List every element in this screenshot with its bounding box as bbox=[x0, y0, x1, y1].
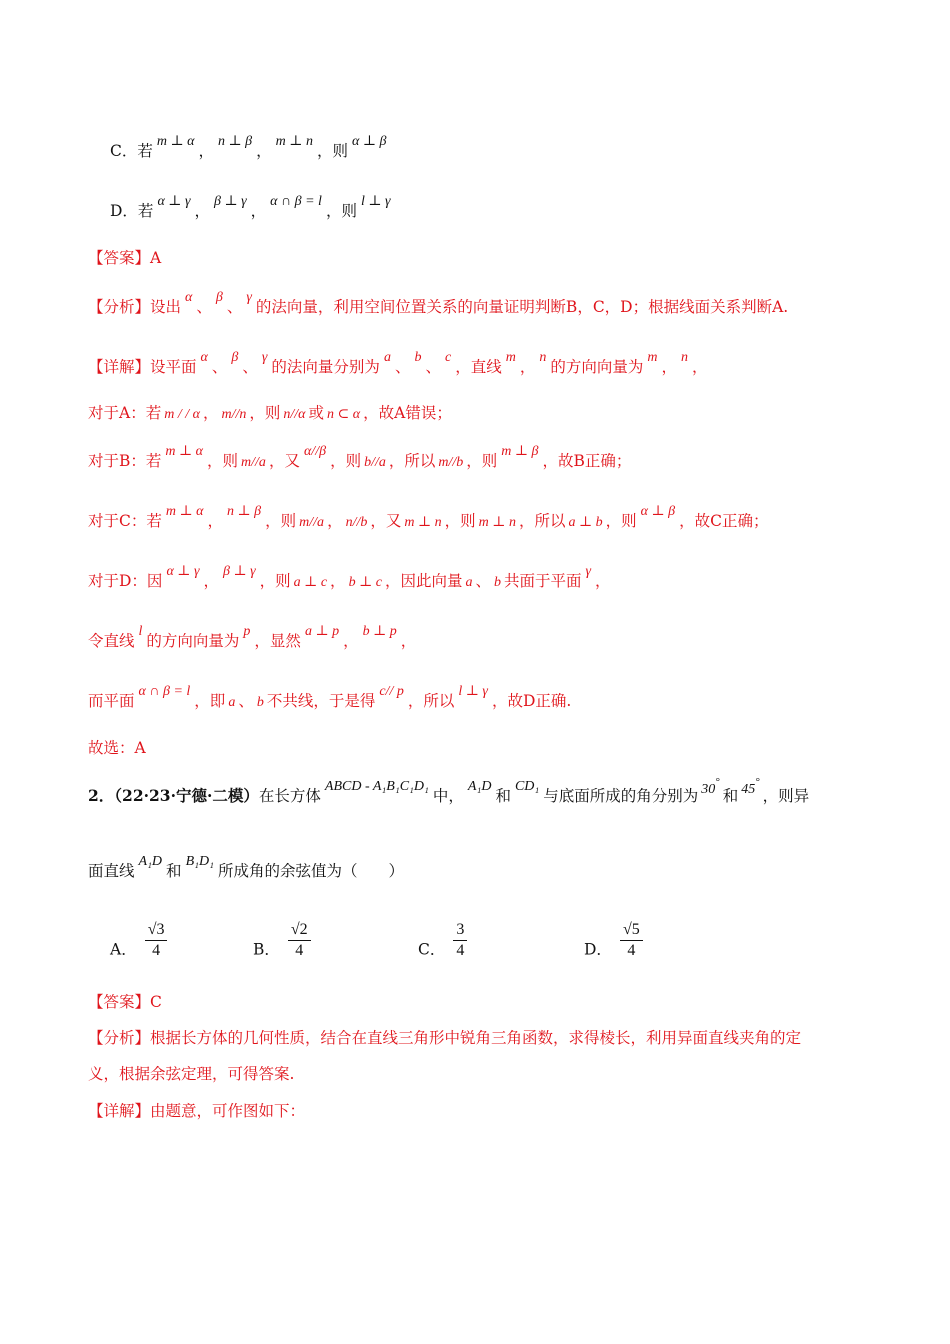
detail-line-e: 而平面α ∩ β = l，即 a 、 b 不共线，于是得c// p，所以l ⊥ γ，故D正确. bbox=[88, 684, 572, 710]
answer-1: 【答案】A bbox=[88, 249, 162, 267]
question-2: 2．（22·23·宁德·二模）在长方体ABCD - A₁B₁C₁D₁中，A₁D和CD₁与底面所成的角分别为 30°和 45°，则异 bbox=[88, 776, 810, 805]
detail-line-d: 对于D：因α ⊥ γ，β ⊥ γ，则 a ⊥ c ， b ⊥ c ，因此向量 a 、 b 共面于平面γ， bbox=[88, 564, 611, 590]
question-2-cont: 面直线A₁D和B₁D₁所成角的余弦值为（ ） bbox=[88, 854, 404, 880]
option-d: D．若α ⊥ γ，β ⊥ γ，α ∩ β = l，则l ⊥ γ bbox=[110, 194, 391, 220]
analysis-2b: 义，根据余弦定理，可得答案. bbox=[88, 1065, 295, 1083]
choose-1: 故选：A bbox=[88, 739, 146, 757]
q2-option-d[interactable]: D． $\frac{√5}{4}$ bbox=[584, 930, 643, 971]
fraction: $\frac{√3}{4}$ bbox=[145, 920, 168, 961]
q2-option-b[interactable]: B． $\frac{√2}{4}$ bbox=[253, 930, 311, 971]
analysis-2a: 【分析】根据长方体的几何性质，结合在直线三角形中锐角三角函数，求得棱长，利用异面直线夹角的定 bbox=[88, 1029, 802, 1047]
detail-line-p: 令直线l的方向向量为p，显然a ⊥ p，b ⊥ p， bbox=[88, 624, 417, 650]
analysis-1: 【分析】设出α、β、γ的法向量，利用空间位置关系的向量证明判断B，C，D；根据线面关系判断A. bbox=[88, 290, 789, 316]
detail-2: 【详解】由题意，可作图如下： bbox=[88, 1102, 306, 1120]
detail-line-a: 对于A：若 m / / α ， m//n ，则 n//α 或 n ⊂ α ，故A错误； bbox=[88, 404, 452, 422]
option-c: C．若m ⊥ α，n ⊥ β，m ⊥ n，则α ⊥ β bbox=[110, 134, 387, 160]
detail-line-c: 对于C：若m ⊥ α，n ⊥ β，则 m//a ， n//b ，又 m ⊥ n ，则 m ⊥ n ，所以 a ⊥ b ，则α ⊥ β，故C正确； bbox=[88, 504, 769, 530]
q2-option-c[interactable]: C． $\frac{3}{4}$ bbox=[418, 930, 467, 971]
fraction: $\frac{√5}{4}$ bbox=[620, 920, 643, 961]
detail-line-b: 对于B：若m ⊥ α，则 m//a ，又α//β，则 b//a ，所以 m//b ，则m ⊥ β，故B正确； bbox=[88, 444, 632, 470]
fraction: $\frac{3}{4}$ bbox=[453, 920, 467, 961]
fraction: $\frac{√2}{4}$ bbox=[288, 920, 311, 961]
answer-2: 【答案】C bbox=[88, 993, 162, 1011]
q2-option-a[interactable]: A． $\frac{√3}{4}$ bbox=[110, 930, 167, 971]
detail-1: 【详解】设平面α、β、γ的法向量分别为a、b、c，直线m，n的方向向量为m，n， bbox=[88, 350, 708, 376]
